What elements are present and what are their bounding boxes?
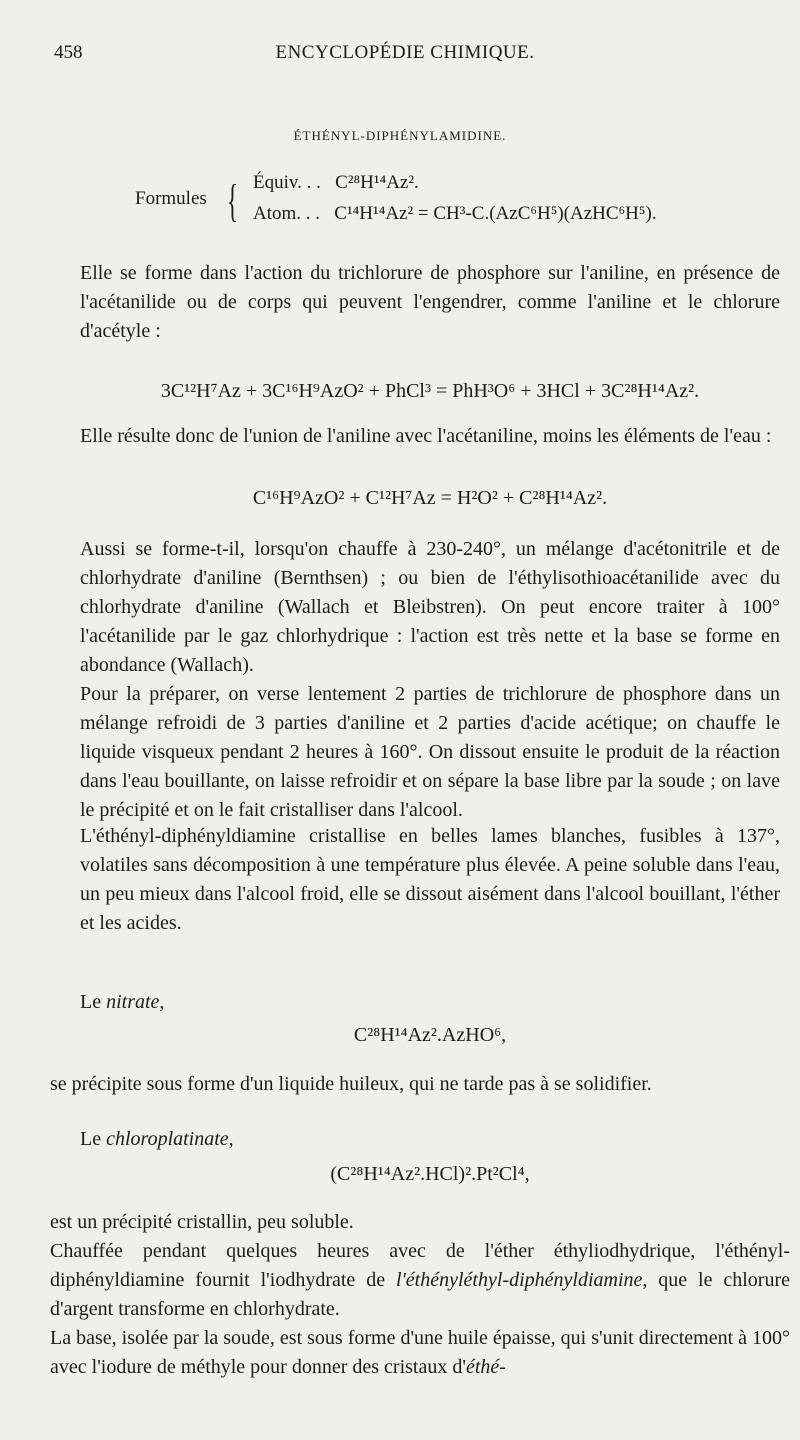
formula-value: C¹⁴H¹⁴Az² = CH³-C.(AzC⁶H⁵)(AzHC⁶H⁵). [334,203,657,224]
paragraph-properties [80,822,780,938]
paragraph-text: Chauffée pendant quelques heures avec de l'éther éthyliodhydrique, l'éthényl-diphényldiamine fournit l'iodhydrate de [50,1240,790,1291]
equation-2: C¹⁶H⁹AzO² + C¹²H⁷Az = H²O² + C²⁸H¹⁴Az². [252,487,608,509]
paragraph-union [80,422,780,451]
formula-name: Équiv. . . [253,172,321,193]
paragraph-text: L'éthényl-diphényldiamine cristallise en belles lames blanches, fusibles à 137°, volatiles sans décomposition à une température plus élevée. A peine soluble dans l'eau, un peu mieux dans l'alcool froid, elle se dissout aisément dans l'alcool bouillant, l'éther et les acides. [80,825,780,934]
salt-name: nitrate, [106,991,165,1013]
formula-value: C²⁸H¹⁴Az². [335,172,419,193]
formula-row-atom [253,203,657,225]
paragraph-text: Aussi se forme-t-il, lorsqu'on chauffe à 230-240°, un mélange d'acétonitrile et de chlorhydrate d'aniline (Bernthsen) ; ou bien de l'éthylisothioacétanilide avec du chlorhydrate d'aniline (Wallach et Bleibstren). On peut encore traiter à 100° l'acétanilide par le gaz chlorhydrique : l'action est très nette et la base se forme en abondance (Wallach). [80,538,780,676]
heading-prefix: Le [80,1128,102,1150]
page-number: 458 [54,42,83,63]
section-title: ÉTHÉNYL-DIPHÉNYLAMIDINE. [293,128,507,143]
paragraph-text: que le chlorure d'argent transforme en chlorhydrate. [50,1269,790,1320]
equation-1: 3C¹²H⁷Az + 3C¹⁶H⁹AzO² + PhCl³ = PhH³O⁶ + 3HCl + 3C²⁸H¹⁴Az². [160,380,700,402]
compound-name: éthé- [465,1356,506,1378]
paragraph-text: La base, isolée par la soude, est sous forme d'une huile épaisse, qui s'unit directement à 100° avec l'iodure de méthyle pour donner des cristaux d' [50,1327,790,1378]
paragraph-preparation-methods [80,535,780,680]
chloroplatinate-formula: (C²⁸H¹⁴Az².HCl)².Pt²Cl⁴, [330,1163,530,1185]
paragraph-text: est un précipité cristallin, peu soluble. [50,1211,354,1233]
formulas-block [135,172,775,234]
brace-symbol: { [227,175,239,226]
paragraph-text: Pour la préparer, on verse lentement 2 parties de trichlorure de phosphore dans un mélange refroidi de 3 parties d'aniline et 2 parties d'acide acétique; on chauffe le liquide visqueux pendant 2 heures à 160°. On dissout ensuite le produit de la réaction dans l'eau bouillante, on laisse refroidir et on sépare la base libre par la soude ; on lave le précipité et on le fait cristalliser dans l'alcool. [80,683,780,821]
paragraph-nitrate [50,1070,790,1099]
paragraph-chloroplatinate [50,1208,790,1237]
paragraph-iodhydrate [50,1237,790,1324]
paragraph-base [50,1324,790,1382]
paragraph-text: Elle se forme dans l'action du trichlorure de phosphore sur l'aniline, en présence de l'acétanilide ou de corps qui peuvent l'engendrer, comme l'aniline et le chlorure d'acétyle : [80,262,780,342]
nitrate-formula: C²⁸H¹⁴Az².AzHO⁶, [353,1024,507,1046]
compound-name: l'éthényléthyl-diphényldiamine, [395,1269,648,1291]
chloroplatinate-heading [80,1128,234,1151]
paragraph-formation [80,259,780,346]
heading-prefix: Le [80,991,102,1013]
page-header [50,42,760,72]
formula-row-equiv [253,172,419,194]
paragraph-text: se précipite sous forme d'un liquide huileux, qui ne tarde pas à se solidifier. [50,1073,652,1095]
running-title: ENCYCLOPÉDIE CHIMIQUE. [275,42,535,63]
nitrate-heading [80,991,164,1014]
paragraph-text: Elle résulte donc de l'union de l'aniline avec l'acétaniline, moins les éléments de l'eau : [80,425,772,447]
paragraph-procedure [80,680,780,825]
formulas-label: Formules [135,188,207,209]
salt-name: chloroplatinate, [106,1128,234,1150]
formula-name: Atom. . . [253,203,321,224]
